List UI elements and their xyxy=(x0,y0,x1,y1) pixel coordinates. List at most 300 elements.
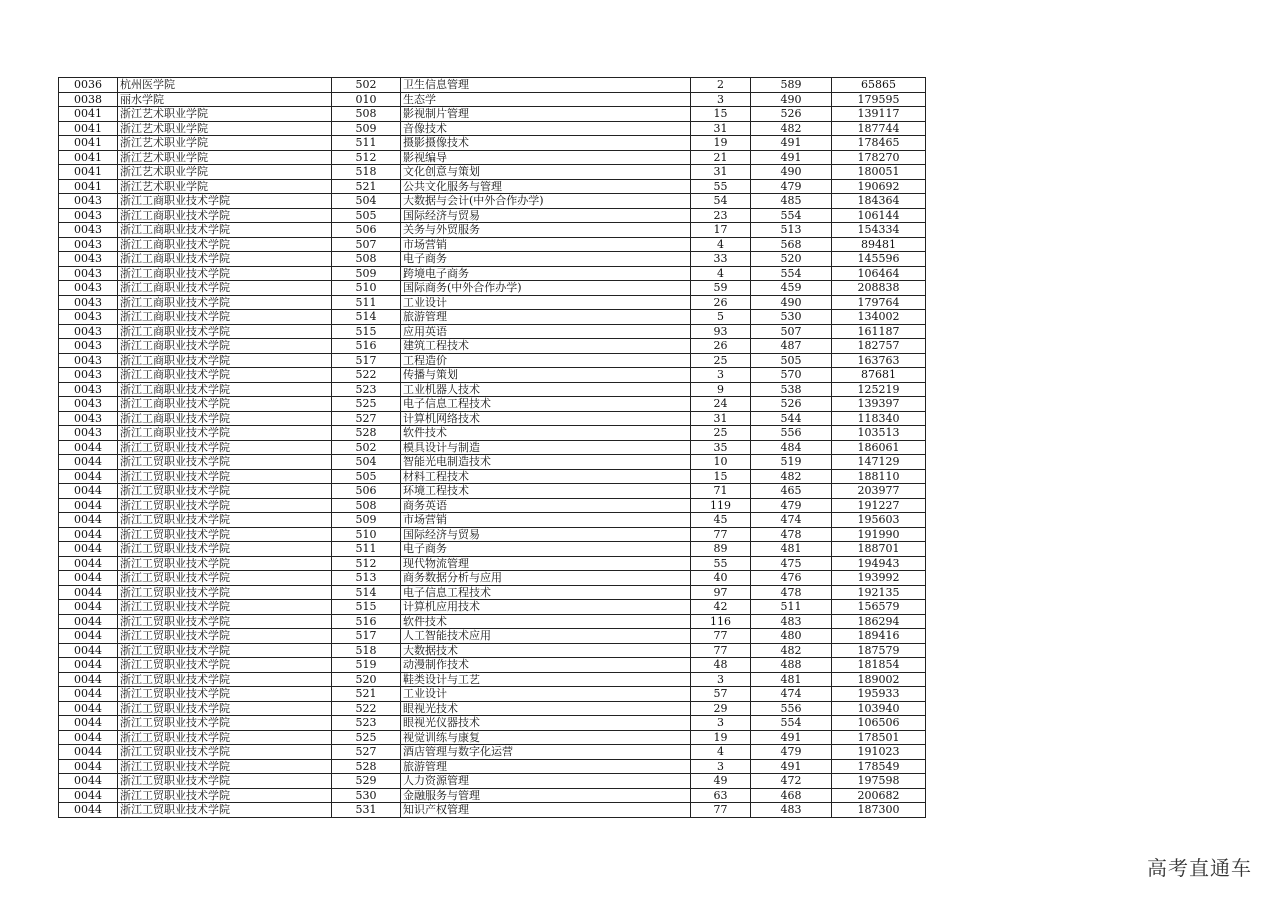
min-rank-cell: 106464 xyxy=(832,266,926,281)
major-name-cell: 市场营销 xyxy=(401,237,691,252)
plan-count-cell: 63 xyxy=(691,788,751,803)
major-code-cell: 515 xyxy=(332,600,401,615)
school-code-cell: 0044 xyxy=(59,672,118,687)
major-code-cell: 508 xyxy=(332,252,401,267)
min-rank-cell: 186294 xyxy=(832,614,926,629)
min-rank-cell: 191227 xyxy=(832,498,926,513)
table-row xyxy=(59,339,926,354)
table-row xyxy=(59,701,926,716)
plan-count-cell: 4 xyxy=(691,745,751,760)
min-rank-cell: 193992 xyxy=(832,571,926,586)
major-name-cell: 电子信息工程技术 xyxy=(401,585,691,600)
school-name-cell: 浙江工商职业技术学院 xyxy=(118,252,332,267)
school-name-cell: 浙江工商职业技术学院 xyxy=(118,223,332,238)
major-code-cell: 508 xyxy=(332,107,401,122)
major-code-cell: 509 xyxy=(332,513,401,528)
plan-count-cell: 116 xyxy=(691,614,751,629)
major-name-cell: 商务英语 xyxy=(401,498,691,513)
table-row xyxy=(59,426,926,441)
table-row xyxy=(59,295,926,310)
min-rank-cell: 184364 xyxy=(832,194,926,209)
school-code-cell: 0044 xyxy=(59,629,118,644)
school-name-cell: 浙江工贸职业技术学院 xyxy=(118,571,332,586)
table-row xyxy=(59,281,926,296)
school-name-cell: 浙江工贸职业技术学院 xyxy=(118,498,332,513)
plan-count-cell: 77 xyxy=(691,629,751,644)
school-code-cell: 0043 xyxy=(59,411,118,426)
plan-count-cell: 71 xyxy=(691,484,751,499)
min-score-cell: 484 xyxy=(751,440,832,455)
major-code-cell: 512 xyxy=(332,150,401,165)
major-code-cell: 525 xyxy=(332,730,401,745)
school-code-cell: 0041 xyxy=(59,136,118,151)
table-row xyxy=(59,672,926,687)
school-name-cell: 浙江艺术职业学院 xyxy=(118,136,332,151)
school-code-cell: 0043 xyxy=(59,426,118,441)
min-score-cell: 483 xyxy=(751,803,832,818)
school-name-cell: 浙江工贸职业技术学院 xyxy=(118,643,332,658)
school-name-cell: 浙江工贸职业技术学院 xyxy=(118,527,332,542)
min-rank-cell: 145596 xyxy=(832,252,926,267)
major-code-cell: 517 xyxy=(332,629,401,644)
table-row xyxy=(59,774,926,789)
min-rank-cell: 189416 xyxy=(832,629,926,644)
table-row xyxy=(59,498,926,513)
plan-count-cell: 21 xyxy=(691,150,751,165)
min-rank-cell: 195933 xyxy=(832,687,926,702)
school-code-cell: 0044 xyxy=(59,498,118,513)
school-code-cell: 0043 xyxy=(59,223,118,238)
min-score-cell: 468 xyxy=(751,788,832,803)
school-name-cell: 浙江工商职业技术学院 xyxy=(118,353,332,368)
major-name-cell: 跨境电子商务 xyxy=(401,266,691,281)
min-score-cell: 490 xyxy=(751,295,832,310)
min-rank-cell: 139117 xyxy=(832,107,926,122)
major-code-cell: 518 xyxy=(332,165,401,180)
school-name-cell: 浙江工贸职业技术学院 xyxy=(118,716,332,731)
major-code-cell: 525 xyxy=(332,397,401,412)
major-code-cell: 528 xyxy=(332,426,401,441)
major-name-cell: 软件技术 xyxy=(401,614,691,629)
min-rank-cell: 118340 xyxy=(832,411,926,426)
plan-count-cell: 93 xyxy=(691,324,751,339)
min-rank-cell: 187300 xyxy=(832,803,926,818)
min-score-cell: 482 xyxy=(751,121,832,136)
major-name-cell: 电子信息工程技术 xyxy=(401,397,691,412)
school-code-cell: 0043 xyxy=(59,353,118,368)
min-score-cell: 530 xyxy=(751,310,832,325)
plan-count-cell: 57 xyxy=(691,687,751,702)
school-name-cell: 浙江工贸职业技术学院 xyxy=(118,701,332,716)
major-code-cell: 504 xyxy=(332,455,401,470)
plan-count-cell: 89 xyxy=(691,542,751,557)
major-name-cell: 国际经济与贸易 xyxy=(401,208,691,223)
school-name-cell: 浙江工贸职业技术学院 xyxy=(118,455,332,470)
school-code-cell: 0041 xyxy=(59,150,118,165)
major-code-cell: 528 xyxy=(332,759,401,774)
plan-count-cell: 25 xyxy=(691,353,751,368)
major-name-cell: 金融服务与管理 xyxy=(401,788,691,803)
plan-count-cell: 15 xyxy=(691,469,751,484)
major-name-cell: 大数据与会计(中外合作办学) xyxy=(401,194,691,209)
major-code-cell: 506 xyxy=(332,223,401,238)
school-name-cell: 浙江工商职业技术学院 xyxy=(118,194,332,209)
school-code-cell: 0043 xyxy=(59,266,118,281)
table-row xyxy=(59,397,926,412)
school-code-cell: 0044 xyxy=(59,687,118,702)
table-row xyxy=(59,179,926,194)
school-name-cell: 浙江工贸职业技术学院 xyxy=(118,542,332,557)
table-row xyxy=(59,107,926,122)
major-code-cell: 513 xyxy=(332,571,401,586)
plan-count-cell: 55 xyxy=(691,556,751,571)
major-name-cell: 国际商务(中外合作办学) xyxy=(401,281,691,296)
plan-count-cell: 4 xyxy=(691,266,751,281)
min-score-cell: 481 xyxy=(751,542,832,557)
major-name-cell: 视觉训练与康复 xyxy=(401,730,691,745)
plan-count-cell: 31 xyxy=(691,121,751,136)
min-score-cell: 568 xyxy=(751,237,832,252)
plan-count-cell: 59 xyxy=(691,281,751,296)
plan-count-cell: 31 xyxy=(691,165,751,180)
major-code-cell: 514 xyxy=(332,585,401,600)
min-score-cell: 519 xyxy=(751,455,832,470)
plan-count-cell: 40 xyxy=(691,571,751,586)
major-name-cell: 旅游管理 xyxy=(401,759,691,774)
major-name-cell: 环境工程技术 xyxy=(401,484,691,499)
table-row xyxy=(59,716,926,731)
school-name-cell: 浙江工贸职业技术学院 xyxy=(118,585,332,600)
min-rank-cell: 187579 xyxy=(832,643,926,658)
school-name-cell: 浙江工贸职业技术学院 xyxy=(118,513,332,528)
school-code-cell: 0044 xyxy=(59,774,118,789)
major-code-cell: 505 xyxy=(332,208,401,223)
min-rank-cell: 186061 xyxy=(832,440,926,455)
table-row xyxy=(59,803,926,818)
major-name-cell: 知识产权管理 xyxy=(401,803,691,818)
min-rank-cell: 188110 xyxy=(832,469,926,484)
plan-count-cell: 3 xyxy=(691,368,751,383)
min-rank-cell: 187744 xyxy=(832,121,926,136)
min-score-cell: 475 xyxy=(751,556,832,571)
min-score-cell: 481 xyxy=(751,672,832,687)
min-score-cell: 507 xyxy=(751,324,832,339)
school-code-cell: 0043 xyxy=(59,310,118,325)
min-score-cell: 459 xyxy=(751,281,832,296)
table-row xyxy=(59,223,926,238)
min-rank-cell: 179595 xyxy=(832,92,926,107)
min-rank-cell: 178549 xyxy=(832,759,926,774)
major-code-cell: 512 xyxy=(332,556,401,571)
min-rank-cell: 103513 xyxy=(832,426,926,441)
school-code-cell: 0043 xyxy=(59,397,118,412)
plan-count-cell: 5 xyxy=(691,310,751,325)
table-row xyxy=(59,600,926,615)
major-code-cell: 511 xyxy=(332,542,401,557)
major-code-cell: 508 xyxy=(332,498,401,513)
plan-count-cell: 25 xyxy=(691,426,751,441)
min-score-cell: 490 xyxy=(751,92,832,107)
table-row xyxy=(59,78,926,93)
min-rank-cell: 178501 xyxy=(832,730,926,745)
min-rank-cell: 188701 xyxy=(832,542,926,557)
major-name-cell: 电子商务 xyxy=(401,252,691,267)
plan-count-cell: 77 xyxy=(691,527,751,542)
school-name-cell: 浙江工商职业技术学院 xyxy=(118,324,332,339)
school-name-cell: 浙江工贸职业技术学院 xyxy=(118,672,332,687)
table-row xyxy=(59,324,926,339)
major-code-cell: 509 xyxy=(332,266,401,281)
table-row xyxy=(59,469,926,484)
school-code-cell: 0043 xyxy=(59,281,118,296)
school-name-cell: 浙江工商职业技术学院 xyxy=(118,368,332,383)
plan-count-cell: 48 xyxy=(691,658,751,673)
school-code-cell: 0044 xyxy=(59,556,118,571)
school-name-cell: 浙江工贸职业技术学院 xyxy=(118,629,332,644)
table-row xyxy=(59,629,926,644)
min-score-cell: 472 xyxy=(751,774,832,789)
major-name-cell: 眼视光技术 xyxy=(401,701,691,716)
major-code-cell: 521 xyxy=(332,179,401,194)
plan-count-cell: 35 xyxy=(691,440,751,455)
min-score-cell: 513 xyxy=(751,223,832,238)
plan-count-cell: 2 xyxy=(691,78,751,93)
major-code-cell: 515 xyxy=(332,324,401,339)
school-name-cell: 浙江工贸职业技术学院 xyxy=(118,788,332,803)
min-rank-cell: 106506 xyxy=(832,716,926,731)
major-code-cell: 520 xyxy=(332,672,401,687)
major-code-cell: 518 xyxy=(332,643,401,658)
min-score-cell: 487 xyxy=(751,339,832,354)
table-row xyxy=(59,92,926,107)
school-code-cell: 0044 xyxy=(59,658,118,673)
major-name-cell: 影视制片管理 xyxy=(401,107,691,122)
major-name-cell: 工程造价 xyxy=(401,353,691,368)
school-code-cell: 0044 xyxy=(59,701,118,716)
school-code-cell: 0043 xyxy=(59,324,118,339)
table-row xyxy=(59,194,926,209)
school-name-cell: 浙江工贸职业技术学院 xyxy=(118,614,332,629)
table-row xyxy=(59,542,926,557)
table-row xyxy=(59,571,926,586)
min-rank-cell: 147129 xyxy=(832,455,926,470)
school-code-cell: 0044 xyxy=(59,803,118,818)
school-code-cell: 0044 xyxy=(59,788,118,803)
watermark: 高考直通车 xyxy=(1147,856,1252,880)
major-code-cell: 517 xyxy=(332,353,401,368)
min-score-cell: 520 xyxy=(751,252,832,267)
major-code-cell: 505 xyxy=(332,469,401,484)
school-name-cell: 浙江工贸职业技术学院 xyxy=(118,469,332,484)
major-code-cell: 530 xyxy=(332,788,401,803)
plan-count-cell: 24 xyxy=(691,397,751,412)
school-name-cell: 浙江工贸职业技术学院 xyxy=(118,745,332,760)
table-row xyxy=(59,759,926,774)
school-code-cell: 0036 xyxy=(59,78,118,93)
table-row xyxy=(59,121,926,136)
plan-count-cell: 42 xyxy=(691,600,751,615)
min-score-cell: 490 xyxy=(751,165,832,180)
school-code-cell: 0041 xyxy=(59,107,118,122)
school-name-cell: 浙江工商职业技术学院 xyxy=(118,426,332,441)
min-score-cell: 478 xyxy=(751,527,832,542)
min-score-cell: 488 xyxy=(751,658,832,673)
plan-count-cell: 10 xyxy=(691,455,751,470)
school-code-cell: 0044 xyxy=(59,542,118,557)
min-rank-cell: 106144 xyxy=(832,208,926,223)
school-code-cell: 0043 xyxy=(59,208,118,223)
school-name-cell: 浙江工商职业技术学院 xyxy=(118,382,332,397)
min-rank-cell: 203977 xyxy=(832,484,926,499)
table-row xyxy=(59,368,926,383)
school-code-cell: 0043 xyxy=(59,194,118,209)
min-score-cell: 479 xyxy=(751,498,832,513)
school-code-cell: 0044 xyxy=(59,745,118,760)
major-name-cell: 电子商务 xyxy=(401,542,691,557)
major-name-cell: 应用英语 xyxy=(401,324,691,339)
school-code-cell: 0044 xyxy=(59,600,118,615)
min-rank-cell: 190692 xyxy=(832,179,926,194)
min-rank-cell: 200682 xyxy=(832,788,926,803)
table-row xyxy=(59,165,926,180)
min-rank-cell: 156579 xyxy=(832,600,926,615)
plan-count-cell: 54 xyxy=(691,194,751,209)
school-name-cell: 浙江工商职业技术学院 xyxy=(118,237,332,252)
admission-table xyxy=(58,77,926,818)
min-rank-cell: 103940 xyxy=(832,701,926,716)
school-code-cell: 0044 xyxy=(59,527,118,542)
school-code-cell: 0041 xyxy=(59,121,118,136)
major-name-cell: 现代物流管理 xyxy=(401,556,691,571)
major-name-cell: 计算机应用技术 xyxy=(401,600,691,615)
min-score-cell: 491 xyxy=(751,759,832,774)
plan-count-cell: 31 xyxy=(691,411,751,426)
major-code-cell: 531 xyxy=(332,803,401,818)
min-score-cell: 479 xyxy=(751,179,832,194)
table-row xyxy=(59,310,926,325)
min-score-cell: 491 xyxy=(751,136,832,151)
major-name-cell: 酒店管理与数字化运营 xyxy=(401,745,691,760)
major-code-cell: 519 xyxy=(332,658,401,673)
min-score-cell: 479 xyxy=(751,745,832,760)
plan-count-cell: 26 xyxy=(691,339,751,354)
min-rank-cell: 65865 xyxy=(832,78,926,93)
major-name-cell: 生态学 xyxy=(401,92,691,107)
major-code-cell: 511 xyxy=(332,136,401,151)
min-score-cell: 483 xyxy=(751,614,832,629)
major-code-cell: 510 xyxy=(332,281,401,296)
min-rank-cell: 197598 xyxy=(832,774,926,789)
school-name-cell: 浙江工贸职业技术学院 xyxy=(118,556,332,571)
major-name-cell: 摄影摄像技术 xyxy=(401,136,691,151)
plan-count-cell: 19 xyxy=(691,136,751,151)
school-name-cell: 浙江艺术职业学院 xyxy=(118,121,332,136)
school-code-cell: 0041 xyxy=(59,179,118,194)
table-row xyxy=(59,136,926,151)
school-code-cell: 0044 xyxy=(59,484,118,499)
major-name-cell: 商务数据分析与应用 xyxy=(401,571,691,586)
min-rank-cell: 134002 xyxy=(832,310,926,325)
plan-count-cell: 3 xyxy=(691,92,751,107)
plan-count-cell: 33 xyxy=(691,252,751,267)
major-code-cell: 506 xyxy=(332,484,401,499)
major-name-cell: 公共文化服务与管理 xyxy=(401,179,691,194)
school-code-cell: 0043 xyxy=(59,252,118,267)
plan-count-cell: 15 xyxy=(691,107,751,122)
major-name-cell: 材料工程技术 xyxy=(401,469,691,484)
min-score-cell: 482 xyxy=(751,469,832,484)
major-name-cell: 音像技术 xyxy=(401,121,691,136)
min-score-cell: 482 xyxy=(751,643,832,658)
table-row xyxy=(59,353,926,368)
school-code-cell: 0044 xyxy=(59,469,118,484)
min-rank-cell: 163763 xyxy=(832,353,926,368)
table-row xyxy=(59,687,926,702)
major-name-cell: 市场营销 xyxy=(401,513,691,528)
school-code-cell: 0043 xyxy=(59,339,118,354)
school-name-cell: 浙江工商职业技术学院 xyxy=(118,397,332,412)
major-name-cell: 建筑工程技术 xyxy=(401,339,691,354)
school-code-cell: 0041 xyxy=(59,165,118,180)
major-code-cell: 504 xyxy=(332,194,401,209)
min-score-cell: 480 xyxy=(751,629,832,644)
school-name-cell: 浙江工商职业技术学院 xyxy=(118,208,332,223)
min-rank-cell: 181854 xyxy=(832,658,926,673)
major-code-cell: 522 xyxy=(332,368,401,383)
school-code-cell: 0043 xyxy=(59,237,118,252)
major-name-cell: 国际经济与贸易 xyxy=(401,527,691,542)
plan-count-cell: 4 xyxy=(691,237,751,252)
plan-count-cell: 26 xyxy=(691,295,751,310)
school-name-cell: 浙江工贸职业技术学院 xyxy=(118,687,332,702)
major-code-cell: 523 xyxy=(332,716,401,731)
min-rank-cell: 178465 xyxy=(832,136,926,151)
major-code-cell: 511 xyxy=(332,295,401,310)
min-rank-cell: 191990 xyxy=(832,527,926,542)
school-name-cell: 浙江工商职业技术学院 xyxy=(118,339,332,354)
major-name-cell: 工业设计 xyxy=(401,687,691,702)
school-name-cell: 浙江工贸职业技术学院 xyxy=(118,484,332,499)
table-row xyxy=(59,556,926,571)
school-name-cell: 浙江工贸职业技术学院 xyxy=(118,658,332,673)
min-score-cell: 538 xyxy=(751,382,832,397)
table-row xyxy=(59,527,926,542)
min-score-cell: 491 xyxy=(751,150,832,165)
school-name-cell: 浙江工贸职业技术学院 xyxy=(118,803,332,818)
table-row xyxy=(59,643,926,658)
major-name-cell: 卫生信息管理 xyxy=(401,78,691,93)
major-name-cell: 旅游管理 xyxy=(401,310,691,325)
major-name-cell: 鞋类设计与工艺 xyxy=(401,672,691,687)
school-code-cell: 0044 xyxy=(59,730,118,745)
plan-count-cell: 45 xyxy=(691,513,751,528)
major-name-cell: 智能光电制造技术 xyxy=(401,455,691,470)
min-score-cell: 554 xyxy=(751,716,832,731)
plan-count-cell: 23 xyxy=(691,208,751,223)
table-body xyxy=(59,78,926,818)
table-row xyxy=(59,585,926,600)
table-row xyxy=(59,484,926,499)
min-rank-cell: 208838 xyxy=(832,281,926,296)
major-code-cell: 509 xyxy=(332,121,401,136)
major-name-cell: 人力资源管理 xyxy=(401,774,691,789)
plan-count-cell: 77 xyxy=(691,803,751,818)
table-row xyxy=(59,382,926,397)
min-score-cell: 526 xyxy=(751,397,832,412)
major-name-cell: 大数据技术 xyxy=(401,643,691,658)
min-rank-cell: 178270 xyxy=(832,150,926,165)
major-code-cell: 527 xyxy=(332,411,401,426)
